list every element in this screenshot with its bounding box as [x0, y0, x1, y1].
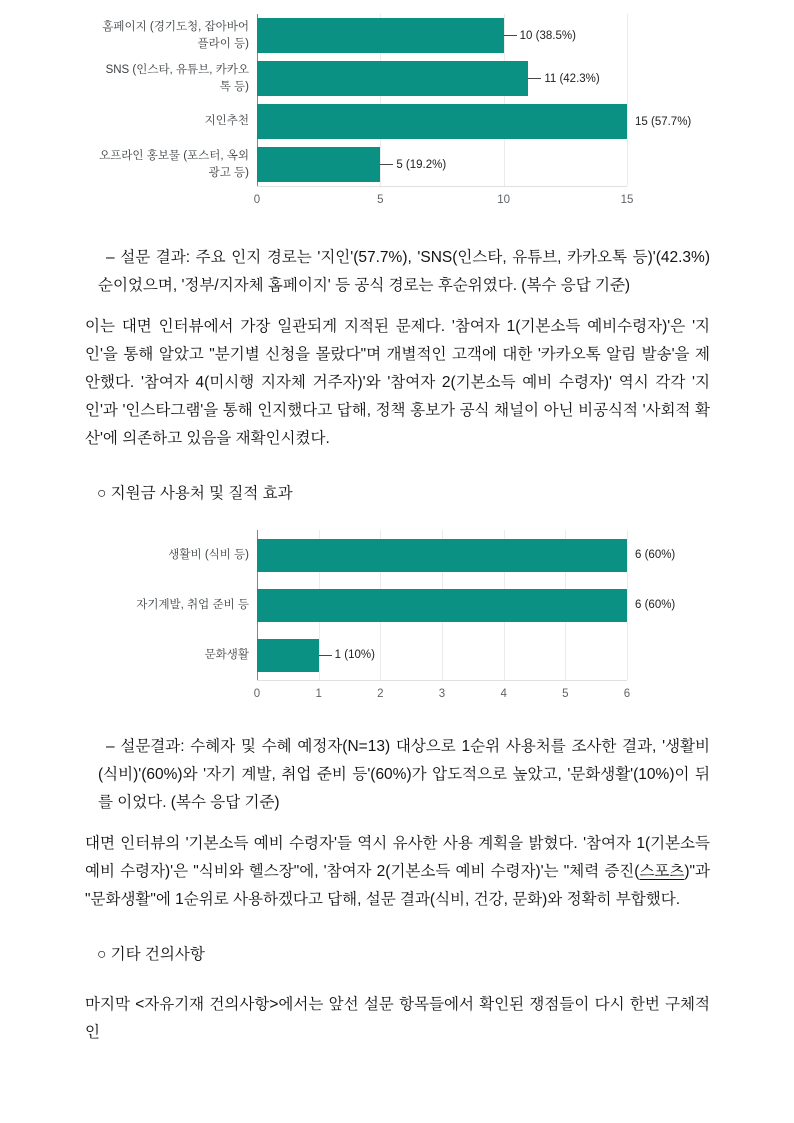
- value-label: [504, 30, 576, 42]
- axis-tick-label: 3: [438, 688, 446, 700]
- bar: [257, 104, 627, 139]
- value-text: 15 (57.7%): [635, 115, 692, 128]
- bar-row: [257, 143, 627, 186]
- category-label: SNS (인스타, 유튜브, 카카오톡 등): [105, 63, 249, 93]
- survey-result-paragraph-spending: – 설문결과: 수혜자 및 수혜 예정자(N=13) 대상으로 1순위 사용처를 조사한 결과, '생활비(식비)'(60%)와 '자기 계발, 취업 준비 등'(60%)가 압도적으로 높았고, '문화생활'(10%)이 뒤를 이었다. (복수 응답 기준): [98, 738, 710, 811]
- leader-line: [528, 78, 541, 79]
- bar-row: [257, 530, 676, 580]
- value-label: [528, 73, 599, 85]
- category-label-column: [95, 530, 257, 680]
- bar-row: [257, 57, 627, 100]
- plot-area: [257, 14, 692, 187]
- bar: [257, 539, 627, 572]
- category-label: 자기계발, 취업 준비 등: [136, 598, 249, 611]
- bar: [257, 18, 504, 53]
- plot-column: [253, 530, 676, 705]
- plot-area: [257, 530, 676, 681]
- survey-result-paragraph-awareness: – 설문 결과: 주요 인지 경로는 '지인'(57.7%), 'SNS(인스타, 유튜브, 카카오톡 등)'(42.3%) 순이었으며, '정부/지자체 홈페이지' 등 공식 경로는 후순위였다. (복수 응답 기준): [98, 249, 710, 294]
- category-label: 문화생활: [204, 648, 249, 661]
- section-heading-other-suggestions: ○ 기타 건의사항: [97, 946, 205, 963]
- category-label-column: [95, 14, 257, 186]
- bar-row: [257, 100, 692, 143]
- axis-tick-label: 1: [315, 688, 322, 700]
- value-text: 6 (60%): [635, 599, 676, 611]
- interview-analysis-paragraph-awareness: 이는 대면 인터뷰에서 가장 일관되게 지적된 문제다. '참여자 1(기본소득 예비수령자)'은 '지인'을 통해 알았고 "분기별 신청을 몰랐다"며 개별적인 고객에 대한 '카카오톡 알림 발송'을 제안했다. '참여자 4(미시행 지자체 거주자)'와 '참여자 2(기본소득 예비 수령자)' 역시 각각 '지인'과 '인스타그램'을 통해 인지했다고 답해, 정책 홍보가 공식 채널이 아닌 비공식적 '사회적 확산'에 의존하고 있음을 재확인시켰다.: [85, 318, 710, 447]
- value-text: 5 (19.2%): [396, 158, 447, 171]
- leader-line: [319, 655, 332, 656]
- value-label: [635, 599, 675, 611]
- interview-analysis-paragraph-spending: [85, 830, 710, 914]
- category-label: 생활비 (식비 등): [168, 548, 249, 561]
- axis-tick-label: 4: [500, 688, 507, 700]
- axis-tick-label: 2: [377, 688, 384, 700]
- axis-tick-label: 5: [562, 688, 569, 700]
- value-label: [635, 116, 691, 128]
- bar-row: [257, 580, 676, 630]
- leader-line: [380, 164, 393, 165]
- value-text: 10 (38.5%): [519, 29, 576, 42]
- text-segment-after: )"과 "문화생활"에 1순위로 사용하겠다고 답해, 설문 결과(식비, 건강, 문화)와 정확히 부합했다.: [85, 863, 710, 908]
- value-label: [380, 159, 446, 171]
- chart-body: [95, 530, 710, 705]
- bar: [257, 61, 528, 96]
- x-axis-labels: [253, 187, 634, 211]
- leader-line: [504, 35, 517, 36]
- axis-tick-label: 15: [620, 194, 634, 206]
- value-text: 6 (60%): [635, 549, 676, 561]
- axis-tick-label: 5: [377, 194, 384, 206]
- spending-usage-bar-chart: [95, 530, 710, 705]
- plot-column: [253, 14, 692, 211]
- value-label: [319, 649, 375, 661]
- bar: [257, 147, 380, 182]
- gridline: [627, 14, 628, 186]
- value-text: 1 (10%): [334, 649, 375, 661]
- axis-tick-label: 0: [253, 688, 261, 700]
- x-axis-labels: [253, 681, 631, 705]
- underlined-text-sports: 스포츠: [639, 863, 685, 880]
- bar: [257, 589, 627, 622]
- axis-tick-label: 10: [497, 194, 511, 206]
- bar-row: [257, 630, 627, 680]
- gridline: [627, 530, 628, 680]
- value-text: 11 (42.3%): [544, 72, 600, 85]
- bar-row: [257, 14, 627, 57]
- category-label: 오프라인 홍보물 (포스터, 옥외광고 등): [99, 149, 249, 179]
- bar: [257, 639, 319, 672]
- chart-body: [95, 14, 710, 211]
- awareness-channels-bar-chart: [95, 14, 710, 211]
- category-label: 홈페이지 (경기도청, 잡아바어플라이 등): [102, 20, 249, 50]
- value-label: [635, 549, 675, 561]
- text-segment-before: 대면 인터뷰의 '기본소득 예비 수령자'들 역시 유사한 사용 계획을 밝혔다. '참여자 1(기본소득 예비 수령자)'은 "식비와 헬스장"에, '참여자 2(기본소득 예비 수령자)'는 "체력 증진(: [85, 835, 710, 880]
- axis-tick-label: 6: [623, 688, 631, 700]
- category-label: 지인추천: [204, 115, 249, 128]
- axis-tick-label: 0: [253, 194, 261, 206]
- section-heading-spending-usage: ○ 지원금 사용처 및 질적 효과: [97, 485, 293, 502]
- closing-paragraph: 마지막 <자유기재 건의사항>에서는 앞선 설문 항목들에서 확인된 쟁점들이 다시 한번 구체적인: [85, 996, 710, 1041]
